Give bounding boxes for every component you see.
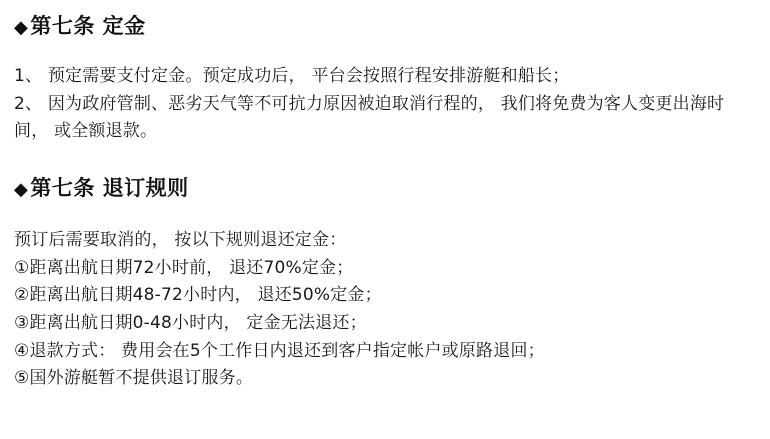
section-cancellation (14, 174, 756, 393)
cancellation-rule-1: ①距离出航日期72小时前， 退还70%定金； (14, 257, 354, 278)
section-body-cancellation (14, 227, 756, 392)
page-title-cancellation: 第七条 退订规则 (30, 175, 189, 200)
cancellation-intro: 预订后需要取消的， 按以下规则退还定金： (14, 230, 347, 251)
section-body-deposit (14, 63, 756, 146)
diamond-bullet-icon: ◆ (14, 17, 29, 38)
cancellation-rule-3: ③距离出航日期0-48小时内， 定金无法退还； (14, 312, 367, 333)
diamond-bullet-icon: ◆ (14, 178, 29, 200)
cancellation-rule-4: ④退款方式： 费用会在5个工作日内退还到客户指定帐户或原路退回； (14, 340, 545, 361)
cancellation-rule-2: ②距离出航日期48-72小时内， 退还50%定金； (14, 285, 382, 306)
section-heading-deposit (14, 12, 756, 41)
deposit-clause-1: 1、 预定需要支付定金。预定成功后， 平台会按照行程安排游艇和船长； (14, 66, 570, 87)
section-deposit (14, 12, 756, 146)
deposit-clause-2: 2、 因为政府管制、恶劣天气等不可抗力原因被迫取消行程的， 我们将免费为客人变更出海时间， 或全额退款。 (14, 93, 725, 142)
section-heading-cancellation (14, 174, 756, 203)
cancellation-rule-5: ⑤国外游艇暂不提供退订服务。 (14, 368, 254, 389)
page-title-deposit: 第七条 定金 (30, 14, 146, 38)
